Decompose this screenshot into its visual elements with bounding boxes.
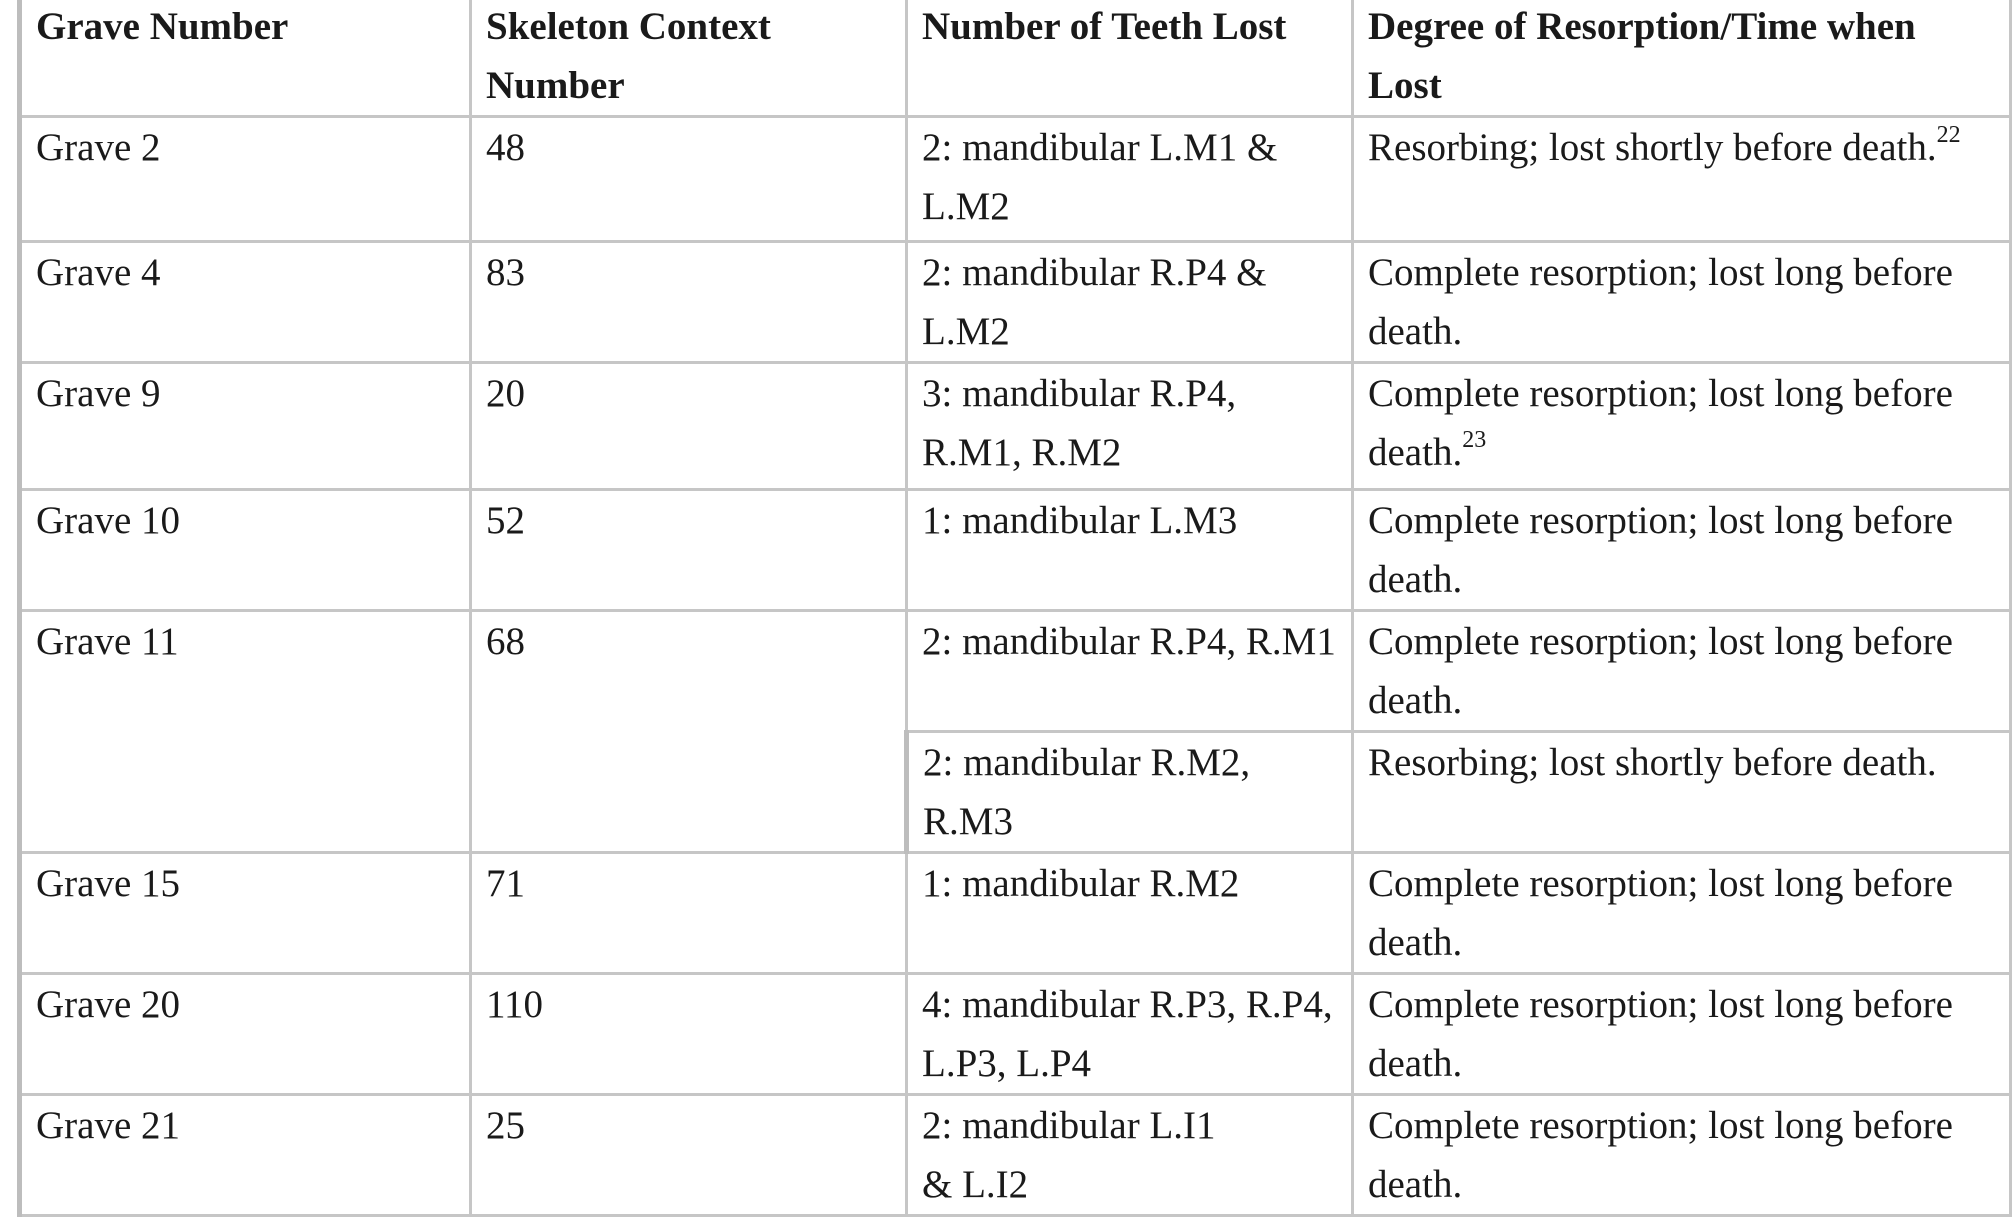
context-cell: 48 [471,117,907,242]
table-row [20,490,2011,611]
degree-cell: Complete resorption; lost long before death. [1353,611,2011,732]
header-degree: Degree of Resorption/Time when Lost [1353,0,2011,117]
header-teeth-lost: Number of Teeth Lost [907,0,1353,117]
table-row [20,974,2011,1095]
degree-cell: Complete resorption; lost long before death. [1353,242,2011,363]
teeth-cell: 1: mandibular L.M3 [907,490,1353,611]
grave-cell: Grave 9 [20,363,471,490]
teeth-cell: 1: mandibular R.M2 [907,853,1353,974]
context-cell: 110 [471,974,907,1095]
table-row [20,611,2011,732]
teeth-cell: 2: mandibular L.I1 & L.I2 [907,1095,1353,1216]
teeth-cell: 4: mandibular R.P3, R.P4, L.P3, L.P4 [907,974,1353,1095]
table-row [20,1095,2011,1216]
grave-cell: Grave 20 [20,974,471,1095]
table-row [20,242,2011,363]
context-cell: 20 [471,363,907,490]
context-cell: 68 [471,611,907,853]
degree-cell: Complete resorption; lost long before death. [1353,853,2011,974]
degree-cell: Resorbing; lost shortly before death.$^{22}$ [1353,117,2011,242]
context-cell: 71 [471,853,907,974]
teeth-cell: 2: mandibular R.P4 & L.M2 [907,242,1353,363]
teeth-cell: 2: mandibular R.P4, R.M1 [907,611,1353,732]
teeth-loss-table [17,0,2012,1217]
grave-cell: Grave 4 [20,242,471,363]
degree-cell: Resorbing; lost shortly before death. [1353,732,2011,853]
degree-cell: Complete resorption; lost long before death. [1353,974,2011,1095]
context-cell: 83 [471,242,907,363]
footnote-ref[interactable]: 23 [1462,427,1487,453]
context-cell: 52 [471,490,907,611]
header-row [20,0,2011,117]
grave-cell: Grave 15 [20,853,471,974]
teeth-cell: 2: mandibular L.M1 & L.M2 [907,117,1353,242]
teeth-cell: 2: mandibular R.M2, R.M3 [907,732,1353,853]
header-context-number: Skeleton Context Number [471,0,907,117]
grave-cell: Grave 2 [20,117,471,242]
footnote-ref[interactable]: 22 [1936,122,1961,148]
grave-cell: Grave 21 [20,1095,471,1216]
grave-cell: Grave 10 [20,490,471,611]
degree-cell: Complete resorption; lost long before death. [1353,1095,2011,1216]
table-row [20,363,2011,490]
degree-cell: Complete resorption; lost long before death. [1353,490,2011,611]
teeth-cell: 3: mandibular R.P4, R.M1, R.M2 [907,363,1353,490]
header-grave-number: Grave Number [20,0,471,117]
context-cell: 25 [471,1095,907,1216]
table-row [20,117,2011,242]
table-row [20,853,2011,974]
grave-cell: Grave 11 [20,611,471,853]
degree-cell: Complete resorption; lost long before death.$^{23}$ [1353,363,2011,490]
